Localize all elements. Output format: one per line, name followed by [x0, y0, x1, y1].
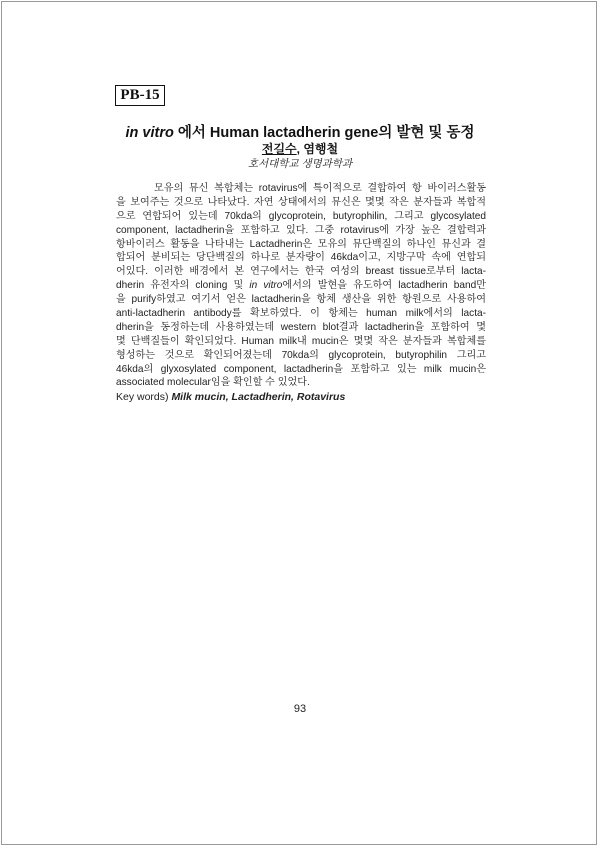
- abstract-line: dherin을 동정하는데 사용하였는데 western blot결과 lactadherin을 포함하여 몇: [116, 321, 486, 333]
- keywords-line: [116, 391, 345, 403]
- abstract-body: [116, 182, 486, 390]
- paper-title: [0, 121, 600, 142]
- keywords-label: Key words): [116, 391, 169, 403]
- abstract-line: [116, 279, 486, 293]
- co-author: 염행철: [303, 142, 339, 156]
- author-separator: ,: [296, 142, 304, 156]
- abstract-line: 을 purify하였고 여기서 얻은 lactadherin을 항체 생산을 위한 항원으로 사용하여: [116, 294, 486, 306]
- abstract-line: 형성하는 것으로 확인되어졌는데 70kda의 glycoprotein, butyrophilin 그리고: [116, 349, 486, 361]
- keywords-list: Milk mucin, Lactadherin, Rotavirus: [171, 391, 346, 403]
- abstract-line: component, lactadherin을 포함하고 있다. 그중 rotavirus에 가장 높은 결합력과: [116, 224, 486, 236]
- title-italic-part: in vitro: [125, 125, 174, 141]
- abstract-line: associated molecular임을 확인할 수 있었다.: [116, 377, 310, 389]
- presenting-author: 전길수: [261, 142, 297, 156]
- affiliation: 호서대학교 생명과학과: [247, 158, 353, 170]
- abstract-line: 어있다. 이러한 배경에서 본 연구에서는 한국 여성의 breast tissue로부터 lacta-: [116, 266, 486, 278]
- abstract-line-part: 에서의 발현을 유도하여 lactadherin band만: [282, 280, 487, 292]
- abstract-line: 항바이러스 활동을 나타내는 Lactadherin은 모유의 뮤단백질의 하나인 뮤신과 결: [116, 238, 486, 250]
- abstract-line: 46kda의 glyxosylated component, lactadherin을 포함하고 있는 milk mucin은: [116, 363, 486, 375]
- abstract-line: 몇 단백질들이 확인되었다. Human milk내 mucin은 몇몇 작은 분자들과 복합체를: [116, 335, 486, 347]
- abstract-code-box: PB-15: [115, 85, 165, 106]
- page-number: 93: [293, 703, 307, 715]
- abstract-line: 모유의 뮤신 복합체는 rotavirus에 특이적으로 결합하여 항 바이러스활동: [154, 183, 486, 194]
- title-rest: 에서 Human lactadherin gene의 발현 및 동정: [173, 125, 475, 141]
- abstract-line: anti-lactadherin antibody를 확보하였다. 이 항체는 human milk에서의 lacta-: [116, 308, 486, 320]
- authors: [0, 140, 600, 157]
- abstract-line: 으로 연합되어 있는데 70kda의 glycoprotein, butyrophilin, 그리고 glycosylated: [116, 210, 486, 222]
- abstract-line: 을 보여주는 것으로 나타났다. 자연 상태에서의 뮤신은 몇몇 작은 분자들과 복합적: [116, 196, 486, 208]
- abstract-line-part: dherin 유전자의 cloning 및: [116, 280, 250, 292]
- abstract-line: 합되어 분비되는 당단백질의 하나로 분자량이 46kda이고, 지방구막 속에 연합되: [116, 252, 486, 264]
- inline-italic-in-vitro: in vitro: [249, 280, 283, 292]
